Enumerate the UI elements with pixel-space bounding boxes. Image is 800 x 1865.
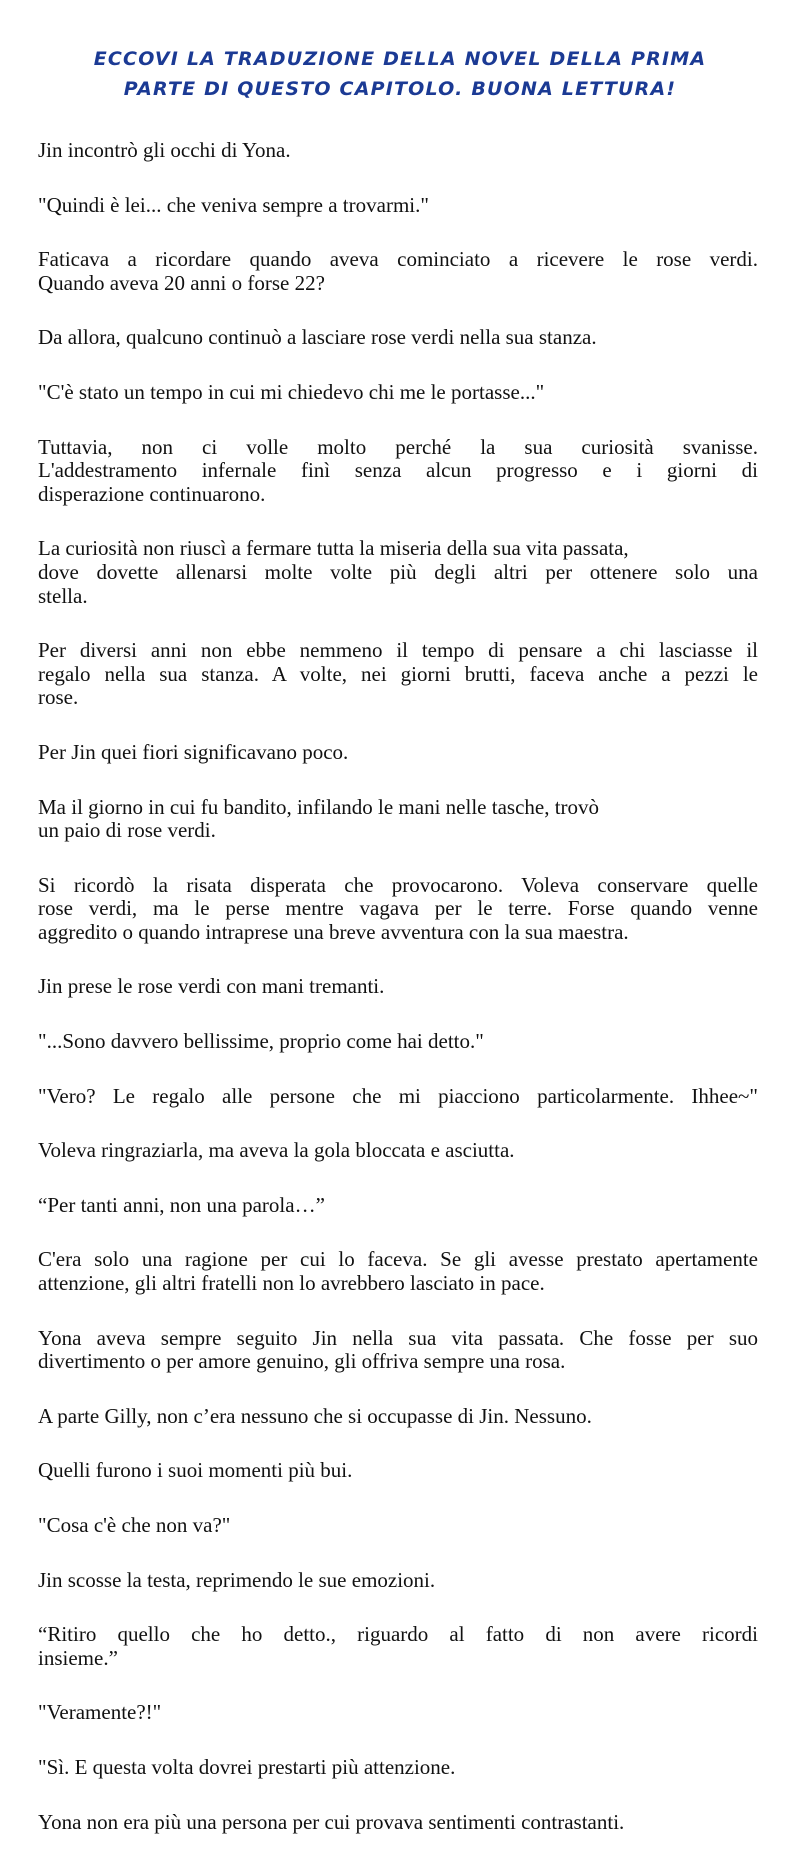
text-line: Quando aveva 20 anni o forse 22? bbox=[38, 270, 325, 295]
title-line: ECCOVI LA TRADUZIONE DELLA NOVEL DELLA PRIMA bbox=[93, 48, 707, 70]
text-line: Quelli furono i suoi momenti più bui. bbox=[38, 1458, 353, 1483]
text-line: "Quindi è lei... che veniva sempre a trovarmi." bbox=[38, 192, 429, 217]
text-line: aggredito o quando intraprese una breve avventura con la sua maestra. bbox=[38, 919, 629, 944]
text-line: disperazione continuarono. bbox=[38, 481, 266, 506]
paragraph bbox=[38, 381, 758, 405]
text-line: rose verdi, ma le perse mentre vagava per le terre. Forse quando venne bbox=[38, 897, 758, 921]
page-title bbox=[0, 44, 800, 104]
paragraph bbox=[38, 1139, 758, 1163]
text-line: "Veramente?!" bbox=[38, 1700, 162, 1725]
paragraph bbox=[38, 194, 758, 218]
paragraph bbox=[38, 639, 758, 710]
text-line: un paio di rose verdi. bbox=[38, 818, 216, 843]
text-line: Per Jin quei fiori significavano poco. bbox=[38, 739, 349, 764]
text-line: insieme.” bbox=[38, 1645, 118, 1670]
text-line: L'addestramento infernale finì senza alcun progresso e i giorni di bbox=[38, 459, 758, 483]
text-line: Jin incontrò gli occhi di Yona. bbox=[38, 138, 291, 162]
text-line: attenzione, gli altri fratelli non lo avrebbero lasciato in pace. bbox=[38, 1271, 545, 1296]
paragraph bbox=[38, 326, 758, 350]
text-line: Jin scosse la testa, reprimendo le sue emozioni. bbox=[38, 1567, 436, 1592]
paragraph bbox=[38, 537, 758, 608]
text-line: Si ricordò la risata disperata che provocarono. Voleva conservare quelle bbox=[38, 873, 758, 897]
title-line: PARTE DI QUESTO CAPITOLO. BUONA LETTURA! bbox=[123, 78, 677, 100]
paragraph bbox=[38, 796, 758, 843]
paragraph bbox=[38, 1459, 758, 1483]
paragraph bbox=[38, 1756, 758, 1780]
paragraph bbox=[38, 1514, 758, 1538]
text-line: "...Sono davvero bellissime, proprio come hai detto." bbox=[38, 1029, 484, 1054]
paragraph bbox=[38, 1623, 758, 1670]
paragraph bbox=[38, 1030, 758, 1054]
text-line: C'era solo una ragione per cui lo faceva. Se gli avesse prestato apertamente bbox=[38, 1248, 758, 1272]
paragraph bbox=[38, 436, 758, 507]
paragraph bbox=[38, 1248, 758, 1295]
text-line: regalo nella sua stanza. A volte, nei giorni brutti, faceva anche a pezzi le bbox=[38, 662, 758, 686]
paragraph bbox=[38, 1811, 758, 1835]
paragraph bbox=[38, 741, 758, 765]
paragraph bbox=[38, 874, 758, 945]
text-line: Faticava a ricordare quando aveva cominciato a ricevere le rose verdi. bbox=[38, 248, 758, 272]
text-line: "Vero? Le regalo alle persone che mi piacciono particolarmente. Ihhee~" bbox=[38, 1084, 758, 1108]
text-line: “Per tanti anni, non una parola…” bbox=[38, 1192, 325, 1217]
paragraph bbox=[38, 1405, 758, 1429]
text-line: Da allora, qualcuno continuò a lasciare rose verdi nella sua stanza. bbox=[38, 325, 597, 350]
text-line: A parte Gilly, non c’era nessuno che si occupasse di Jin. Nessuno. bbox=[38, 1403, 592, 1428]
text-line: divertimento o per amore genuino, gli offriva sempre una rosa. bbox=[38, 1349, 566, 1374]
paragraph bbox=[38, 1194, 758, 1218]
novel-text bbox=[38, 139, 758, 1865]
text-line: Per diversi anni non ebbe nemmeno il tempo di pensare a chi lasciasse il bbox=[38, 639, 758, 663]
text-line: Tuttavia, non ci volle molto perché la sua curiosità svanisse. bbox=[38, 435, 758, 459]
text-line: "C'è stato un tempo in cui mi chiedevo chi me le portasse..." bbox=[38, 379, 545, 404]
text-line: “Ritiro quello che ho detto., riguardo al fatto di non avere ricordi bbox=[38, 1623, 758, 1647]
text-line: Yona non era più una persona per cui provava sentimenti contrastanti. bbox=[38, 1809, 625, 1834]
text-line: dove dovette allenarsi molte volte più degli altri per ottenere solo una bbox=[38, 560, 758, 584]
text-line: La curiosità non riuscì a fermare tutta la miseria della sua vita passata, bbox=[38, 536, 629, 561]
text-line: "Sì. E questa volta dovrei prestarti più attenzione. bbox=[38, 1754, 456, 1779]
text-line: rose. bbox=[38, 685, 79, 710]
paragraph bbox=[38, 139, 758, 163]
text-line: stella. bbox=[38, 583, 88, 608]
text-line: Voleva ringraziarla, ma aveva la gola bloccata e asciutta. bbox=[38, 1138, 515, 1163]
paragraph bbox=[38, 975, 758, 999]
text-line: Ma il giorno in cui fu bandito, infilando le mani nelle tasche, trovò bbox=[38, 794, 600, 819]
text-line: Yona aveva sempre seguito Jin nella sua vita passata. Che fosse per suo bbox=[38, 1326, 758, 1350]
paragraph bbox=[38, 1327, 758, 1374]
paragraph bbox=[38, 1085, 758, 1109]
text-line: Jin prese le rose verdi con mani tremanti. bbox=[38, 974, 385, 999]
paragraph bbox=[38, 248, 758, 295]
paragraph bbox=[38, 1701, 758, 1725]
paragraph bbox=[38, 1569, 758, 1593]
text-line: "Cosa c'è che non va?" bbox=[38, 1513, 231, 1537]
